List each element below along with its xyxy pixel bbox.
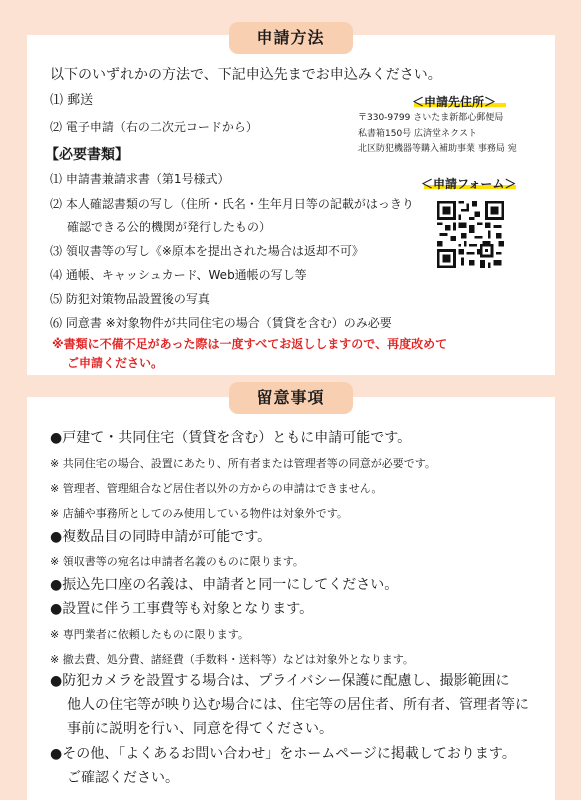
document-item-5 (50, 291, 210, 307)
note-item: ●その他、「よくあるお問い合わせ」をホームページに掲載しております。 (50, 746, 516, 762)
method-num: ⑵ (50, 120, 63, 134)
note-item: ●防犯カメラを設置する場合は、プライバシー保護に配慮し、撮影範囲に (50, 673, 510, 689)
note-item: ※ 専門業者に依頼したものに限ります。 (50, 628, 249, 641)
form-heading: ＜申請フォーム＞ (421, 177, 517, 191)
method-online (50, 119, 258, 135)
note-item: ※ 領収書等の宛名は申請者名義のものに限ります。 (50, 555, 304, 568)
note-item: ※ 管理者、管理組合など居住者以外の方からの申請はできません。 (50, 482, 383, 495)
qr-code-icon[interactable] (437, 201, 504, 268)
document-text: 申請書兼請求書（第1号様式） (65, 172, 230, 186)
note-item: 事前に説明を行い、同意を得てください。 (67, 721, 333, 737)
document-text: 本人確認書類の写し（住所・氏名・生年月日等の記載がはっきり (65, 197, 414, 211)
required-documents-heading: 【必要書類】 (45, 147, 129, 163)
note-item: ご確認ください。 (67, 770, 179, 786)
note-item: ※ 共同住宅の場合、設置にあたり、所有者または管理者等の同意が必要です。 (50, 457, 436, 470)
method-label: 電子申請（右の二次元コードから） (65, 120, 258, 134)
note-item: ※ 店舗や事務所としてのみ使用している物件は対象外です。 (50, 507, 348, 520)
note-item: ●複数品目の同時申請が可能です。 (50, 529, 272, 545)
notes-tab: 留意事項 (229, 382, 353, 414)
warning-line-2: ご申請ください。 (67, 356, 164, 370)
intro-text: 以下のいずれかの方法で、下記申込先までお申込みください。 (50, 67, 442, 83)
note-item: ●設置に伴う工事費等も対象となります。 (50, 601, 314, 617)
warning-line-1: ※書類に不備不足があった際は一度すべてお返ししますので、再度改めて (52, 337, 448, 351)
address-line-1: 〒330-9799 さいたま新都心郵便局 (358, 113, 504, 123)
document-num: ⑴ (50, 172, 63, 186)
document-text: 同意書 ※対象物件が共同住宅の場合（賃貸を含む）のみ必要 (65, 316, 392, 330)
document-num: ⑷ (50, 268, 63, 282)
application-method-tab: 申請方法 (229, 22, 353, 54)
method-num: ⑴ (50, 93, 64, 108)
document-item-4 (50, 267, 307, 283)
address-line-3: 北区防犯機器等購入補助事業 事務局 宛 (358, 144, 517, 154)
note-item: ●戸建て・共同住宅（賃貸を含む）ともに申請可能です。 (50, 430, 412, 446)
document-num: ⑵ (50, 197, 63, 211)
method-label: 郵送 (67, 93, 94, 108)
document-num: ⑸ (50, 292, 63, 306)
note-item: ●振込先口座の名義は、申請者と同一にしてください。 (50, 577, 399, 593)
document-text: 防犯対策物品設置後の写真 (65, 292, 210, 306)
document-item-1 (50, 171, 229, 187)
note-item: ※ 撤去費、処分費、諸経費（手数料・送料等）などは対象外となります。 (50, 653, 414, 666)
document-item-3 (50, 243, 364, 259)
method-mail (50, 93, 93, 109)
document-text: 通帳、キャッシュカード、Web通帳の写し等 (65, 268, 307, 282)
address-line-2: 私書箱150号 広済堂ネクスト (358, 129, 477, 139)
document-item-2-cont: 確認できる公的機関が発行したもの） (67, 220, 272, 234)
address-heading: ＜申請先住所＞ (412, 95, 497, 109)
document-num: ⑶ (50, 244, 63, 258)
document-num: ⑹ (50, 316, 63, 330)
document-item-2 (50, 196, 414, 212)
note-item: 他人の住宅等が映り込む場合には、住宅等の居住者、所有者、管理者等に (67, 697, 529, 713)
document-text: 領収書等の写し《※原本を提出された場合は返却不可》 (65, 244, 364, 258)
document-item-6 (50, 315, 392, 331)
